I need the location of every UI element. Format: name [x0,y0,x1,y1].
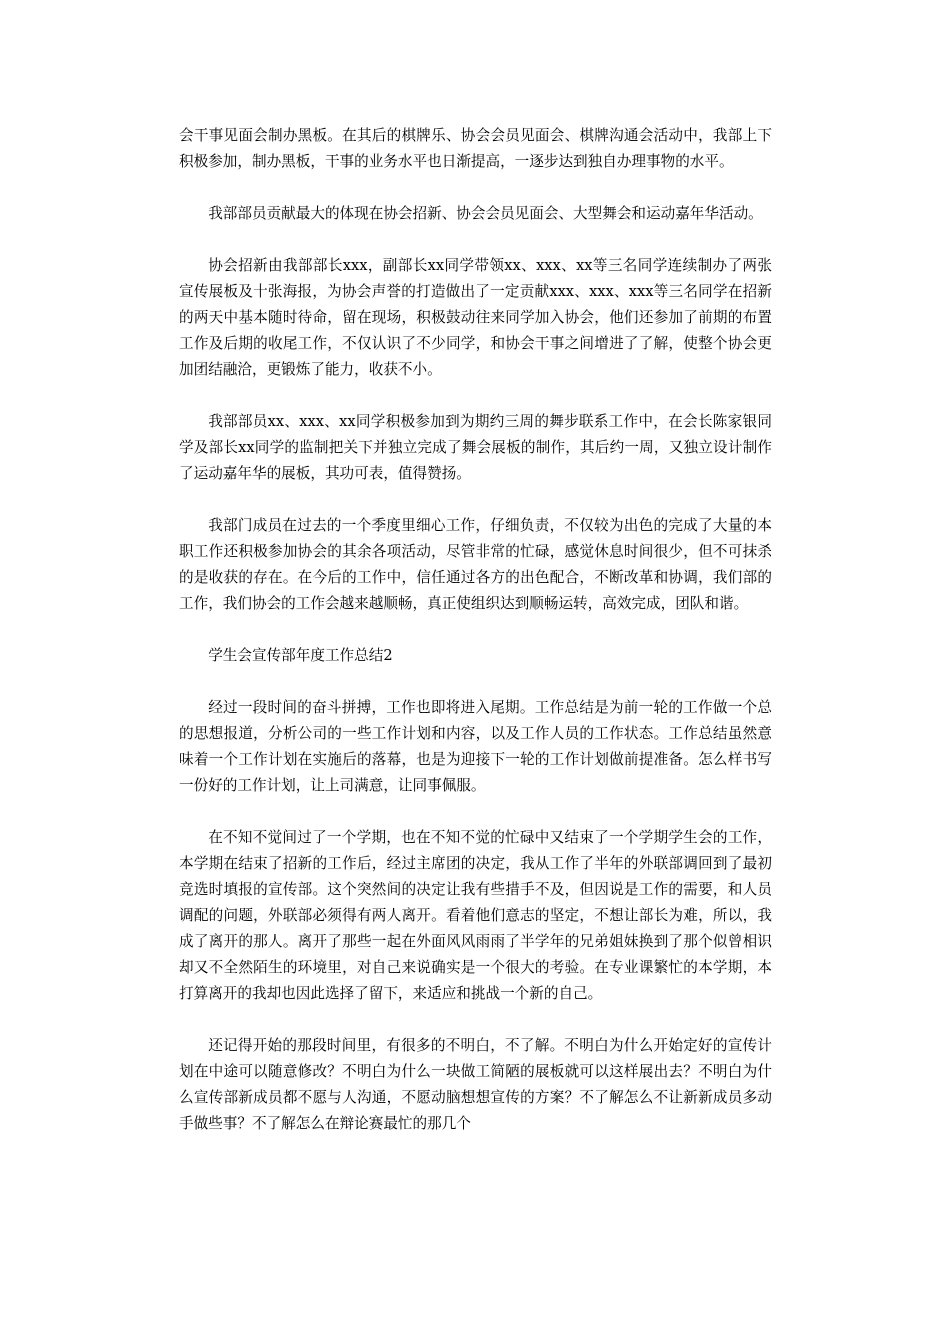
paragraph: 在不知不觉间过了一个学期，也在不知不觉的忙碌中又结束了一个学期学生会的工作，本学期在结束了招新的工作后，经过主席团的决定，我从工作了半年的外联部调回到了最初竞选时填报的宣传部。这个突然间的决定让我有些措手不及，但因说是工作的需要，和人员调配的问题，外联部必须得有两人离开。看着他们意志的坚定，不想让部长为难，所以，我成了离开的那人。离开了那些一起在外面风风雨雨了半学年的兄弟姐妹换到了那个似曾相识却又不全然陌生的环境里，对自己来说确实是一个很大的考验。在专业课繁忙的本学期，本打算离开的我却也因此选择了留下，来适应和挑战一个新的自己。 [179,829,772,1002]
paragraph: 我部门成员在过去的一个季度里细心工作，仔细负责，不仅较为出色的完成了大量的本职工作还积极参加协会的其余各项活动，尽管非常的忙碌，感觉休息时间很少，但不可抹杀的是收获的存在。在今后的工作中，信任通过各方的出色配合，不断改革和协调，我们部的工作，我们协会的工作会越来越顺畅，真正使组织达到顺畅运转，高效完成，团队和谐。 [179,517,772,612]
document-body [179,123,772,1163]
paragraph: 会干事见面会制办黑板。在其后的棋牌乐、协会会员见面会、棋牌沟通会活动中，我部上下积极参加，制办黑板，干事的业务水平也日渐提高，一逐步达到独自办理事物的水平。 [179,127,772,170]
paragraph: 协会招新由我部部长xxx，副部长xx同学带领xx、xxx、xx等三名同学连续制办了两张宣传展板及十张海报，为协会声誉的打造做出了一定贡献xxx、xxx、xxx等三名同学在招新的两天中基本随时待命，留在现场，积极鼓动往来同学加入协会，他们还参加了前期的布置工作及后期的收尾工作，不仅认识了不少同学，和协会干事之间增进了了解，使整个协会更加团结融洽，更锻炼了能力，收获不小。 [179,257,772,378]
paragraph: 我部部员xx、xxx、xx同学积极参加到为期约三周的舞步联系工作中，在会长陈家银同学及部长xx同学的监制把关下并独立完成了舞会展板的制作，其后约一周，又独立设计制作了运动嘉年华的展板，其功可表，值得赞扬。 [179,413,772,482]
section-heading: 学生会宣传部年度工作总结2 [208,647,393,664]
paragraph: 我部部员贡献最大的体现在协会招新、协会会员见面会、大型舞会和运动嘉年华活动。 [208,205,763,222]
paragraph: 还记得开始的那段时间里，有很多的不明白，不了解。不明白为什么开始定好的宣传计划在中途可以随意修改？不明白为什么一块做工简陋的展板就可以这样展出去？不明白为什么宣传部新成员都不愿与人沟通，不愿动脑想想宣传的方案？不了解怎么不让新新成员多动手做些事？不了解怎么在辩论赛最忙的那几个 [179,1037,772,1132]
paragraph: 经过一段时间的奋斗拼搏，工作也即将进入尾期。工作总结是为前一轮的工作做一个总的思想报道，分析公司的一些工作计划和内容，以及工作人员的工作状态。工作总结虽然意味着一个工作计划在实施后的落幕，也是为迎接下一轮的工作计划做前提准备。怎么样书写一份好的工作计划，让上司满意，让同事佩服。 [179,699,772,794]
